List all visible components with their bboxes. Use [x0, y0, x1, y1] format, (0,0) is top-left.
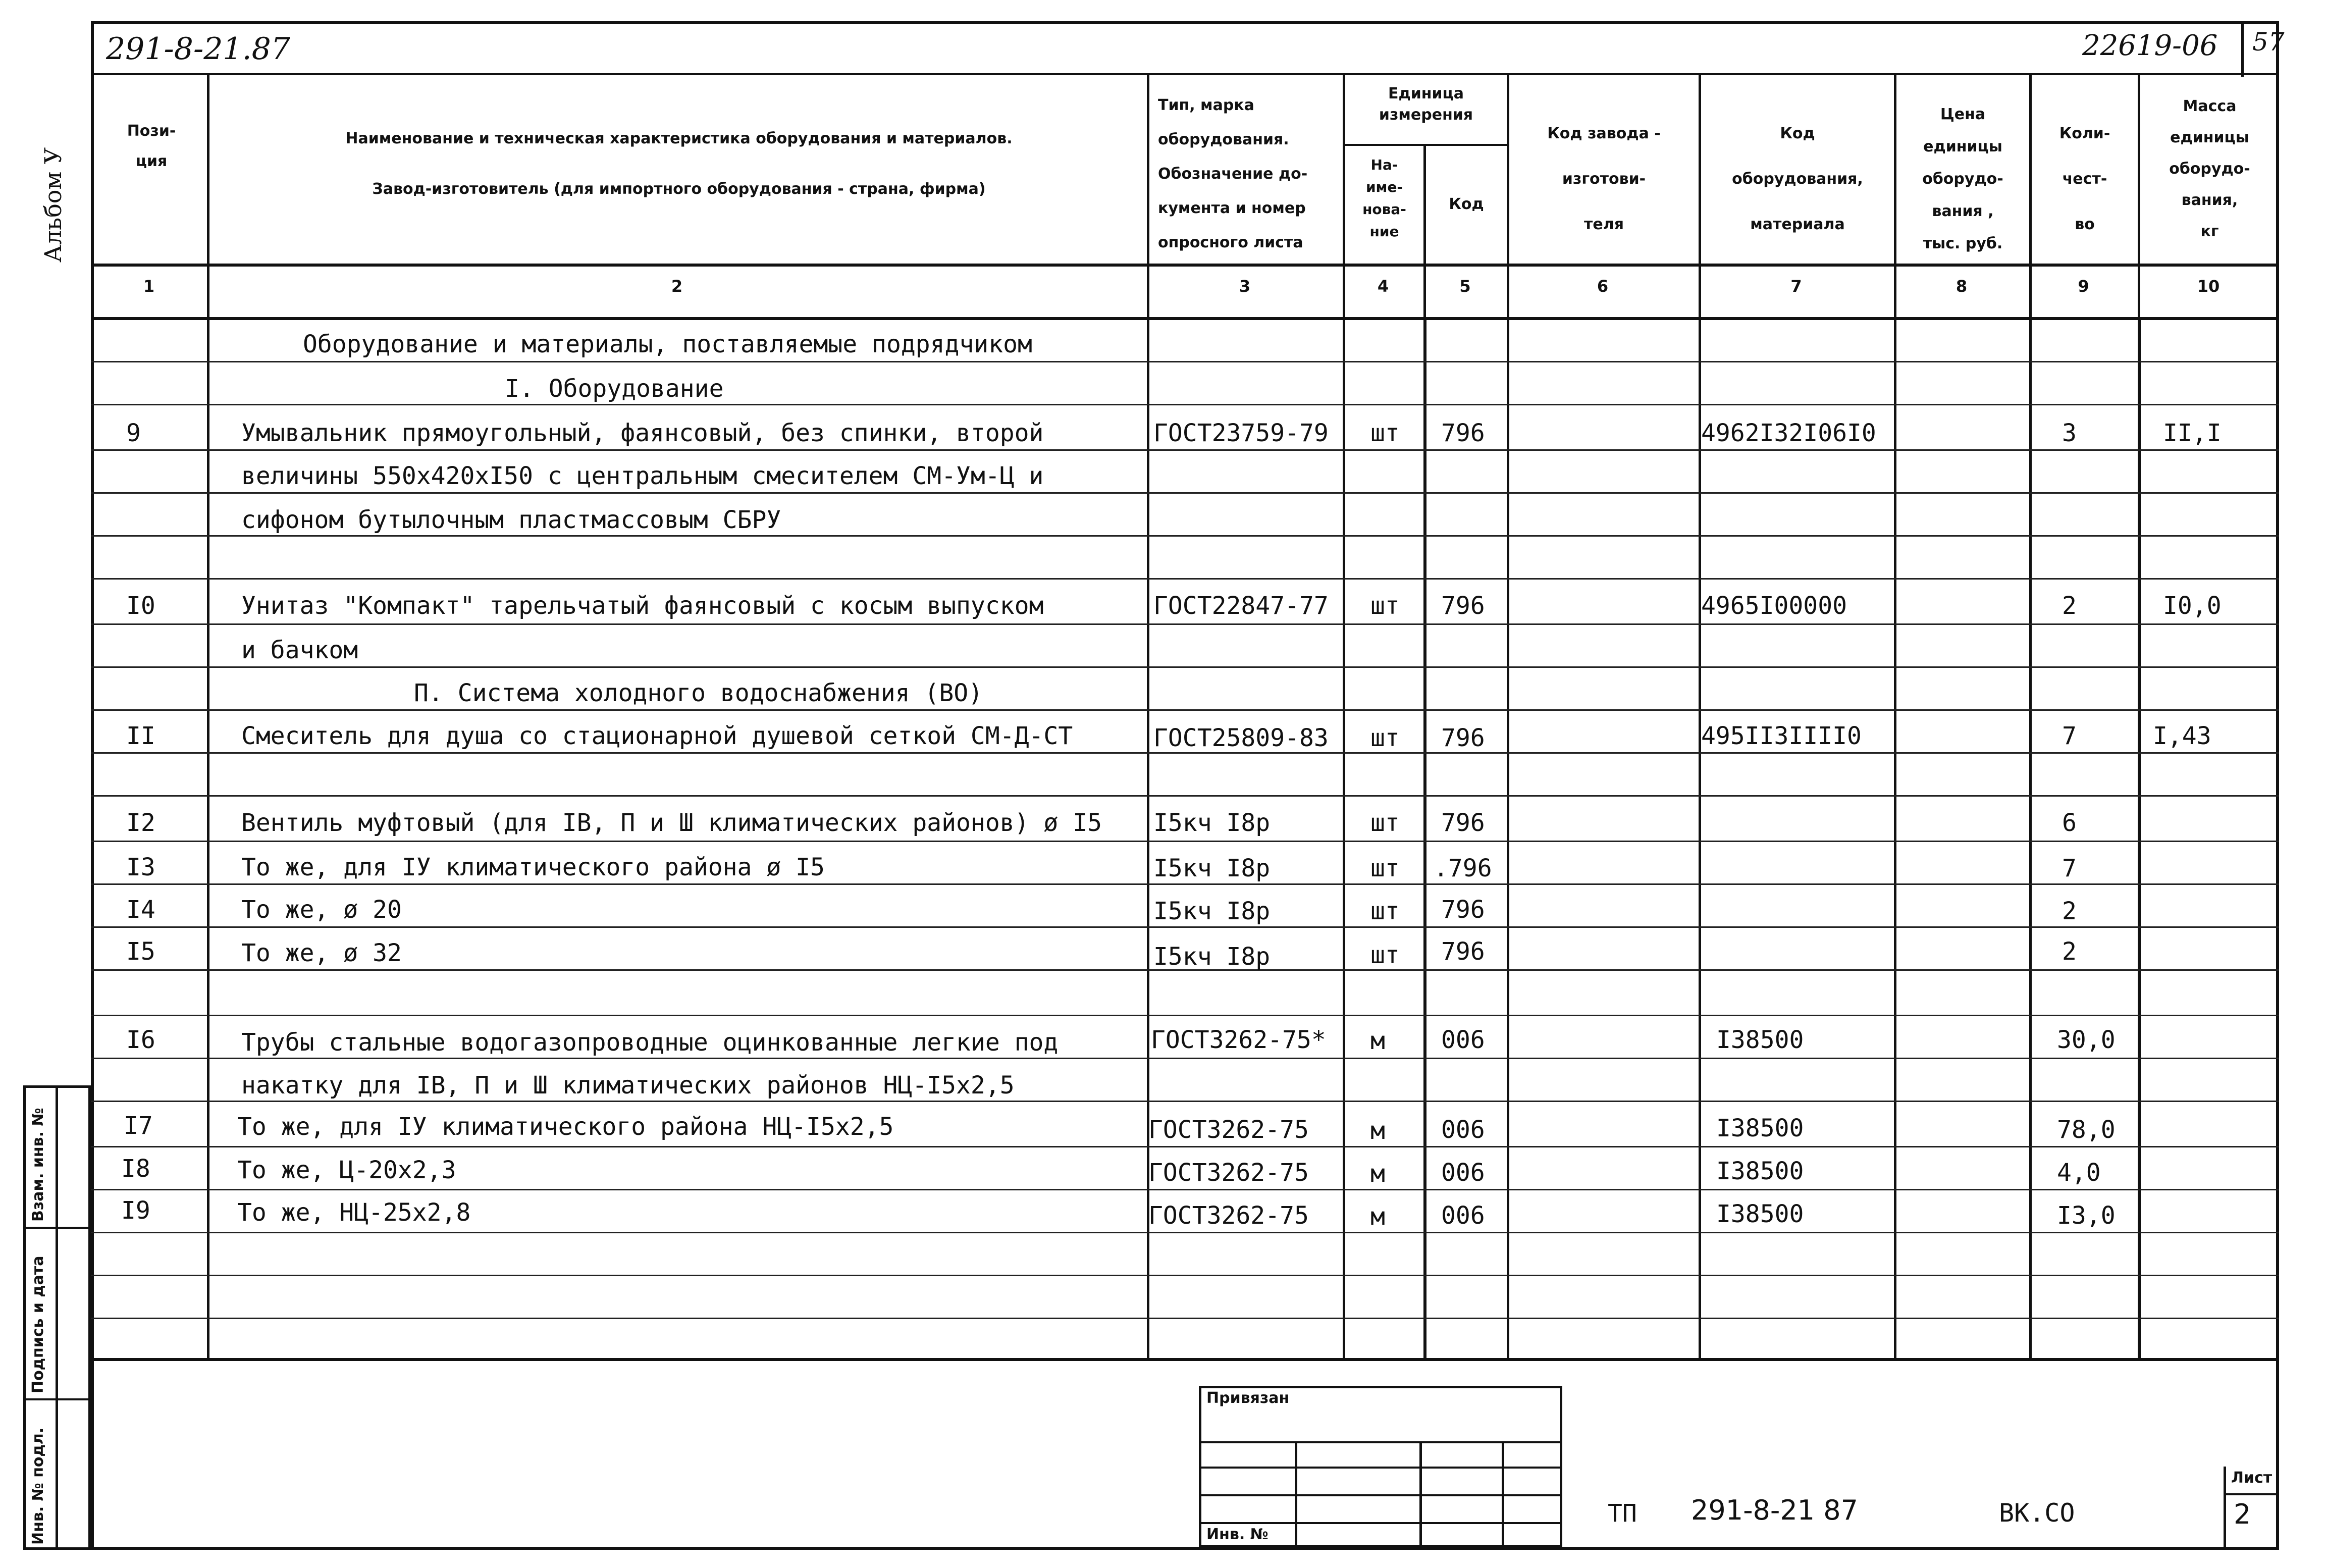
row-name: величины 550х420хI50 с центральным смесителем СМ-Ум-Ц и: [241, 462, 1044, 490]
row-unit: м: [1370, 1160, 1385, 1188]
col-number: 8: [1956, 277, 1968, 296]
row-unit-code: 006: [1441, 1026, 1485, 1054]
row-name: То же, для IУ климатического района ø I5: [241, 853, 825, 881]
header-col5: Код: [1449, 195, 1484, 213]
row-mass: II,I: [2163, 419, 2222, 447]
stamp-col: [1295, 1441, 1297, 1547]
row-type: ГОСТ3262-75: [1148, 1116, 1309, 1144]
row-unit-code: 006: [1441, 1201, 1485, 1230]
row-unit-code: 006: [1441, 1159, 1485, 1187]
row-pos: 9: [126, 419, 141, 447]
row-qty: 2: [2062, 937, 2077, 966]
row-qty: 7: [2062, 722, 2077, 750]
row-type: I5кч I8р: [1153, 809, 1271, 837]
side-inv-replace-label: Взам. инв. №: [29, 1108, 47, 1222]
row-code: I38500: [1716, 1157, 1804, 1185]
row-pos: I5: [126, 937, 155, 966]
row-unit: шт: [1370, 941, 1400, 969]
row-qty: 7: [2062, 854, 2077, 882]
stamp-col: [1502, 1441, 1504, 1547]
row-pos: I4: [126, 896, 155, 924]
row-unit: шт: [1370, 854, 1400, 882]
row-unit: шт: [1370, 809, 1400, 837]
row-qty: 4,0: [2057, 1159, 2101, 1187]
album-label: Альбом У: [39, 147, 67, 263]
row-name: Трубы стальные водогазопроводные оцинкованные легкие под: [241, 1028, 1059, 1057]
row-qty: 2: [2062, 897, 2077, 925]
row-unit: м: [1370, 1203, 1385, 1231]
tp-label: ТП: [1608, 1499, 1637, 1528]
col-number: 7: [1790, 277, 1802, 296]
row-code: I38500: [1716, 1114, 1804, 1142]
row-name: и бачком: [241, 636, 358, 664]
stamp-col: [1419, 1441, 1422, 1547]
doc-code-top-right: 22619-06: [2082, 29, 2218, 62]
row-name: То же, НЦ-25х2,8: [237, 1198, 471, 1227]
col-number: 5: [1459, 277, 1471, 296]
row-qty: 2: [2062, 592, 2077, 620]
table-bottom: [91, 1358, 2279, 1361]
unit-group-line: [1343, 144, 1507, 146]
row-qty: 78,0: [2057, 1116, 2116, 1144]
row-pos: II: [126, 722, 155, 750]
section-title: Оборудование и материалы, поставляемые подрядчиком: [303, 330, 1032, 358]
side-stamp-row: [23, 1398, 91, 1400]
header-col6: Код завода - изготови- теля: [1547, 125, 1661, 233]
header-top: [91, 73, 2279, 75]
col-number: 4: [1377, 277, 1389, 296]
sheet-number: 2: [2234, 1498, 2251, 1530]
row-unit-code: 796: [1441, 937, 1485, 966]
sheet-label: Лист: [2231, 1469, 2273, 1487]
col-number: 3: [1239, 277, 1251, 296]
section-title: I. Оборудование: [505, 375, 724, 403]
side-stamp-divider: [56, 1085, 58, 1550]
side-inv-orig-label: Инв. № подл.: [29, 1427, 47, 1545]
row-type: ГОСТ3262-75: [1148, 1201, 1309, 1230]
header-col4: На- име- нова- ние: [1362, 156, 1406, 240]
row-type: ГОСТ25809-83: [1153, 724, 1329, 752]
row-name: Умывальник прямоугольный, фаянсовый, без спинки, второй: [241, 419, 1044, 447]
header-col7: Код оборудования, материала: [1732, 125, 1863, 233]
row-mass: I,43: [2153, 722, 2211, 750]
row-qty: I3,0: [2057, 1201, 2116, 1230]
row-name: Смеситель для душа со стационарной душевой сеткой СМ-Д-СТ: [241, 722, 1073, 750]
row-type: ГОСТ23759-79: [1153, 419, 1329, 447]
row-pos: I8: [121, 1155, 150, 1183]
row-name: накатку для IВ, П и Ш климатических районов НЦ-I5х2,5: [241, 1071, 1015, 1100]
thick-line: [2138, 317, 2141, 1358]
row-unit-code: 796: [1441, 592, 1485, 620]
row-name: Вентиль муфтовый (для IВ, П и Ш климатических районов) ø I5: [241, 809, 1102, 837]
row-pos: I3: [126, 853, 155, 881]
row-pos: I7: [124, 1112, 153, 1140]
row-code: I38500: [1716, 1200, 1804, 1228]
col-number: 9: [2078, 277, 2089, 296]
row-unit: м: [1370, 1027, 1385, 1055]
row-type: I5кч I8р: [1153, 897, 1271, 925]
stamp-line: [1199, 1522, 1562, 1524]
row-unit: шт: [1370, 897, 1400, 925]
doc-code-top-left: 291-8-21.87: [106, 31, 291, 67]
row-type: ГОСТ22847-77: [1153, 592, 1329, 620]
row-unit-code: 006: [1441, 1116, 1485, 1144]
row-type: ГОСТ3262-75: [1148, 1159, 1309, 1187]
row-qty: 30,0: [2057, 1026, 2116, 1054]
row-name: Унитаз "Компакт" тарельчатый фаянсовый с косым выпуском: [241, 592, 1044, 620]
row-unit: м: [1370, 1117, 1385, 1145]
col-number: 1: [143, 277, 155, 296]
row-code: I38500: [1716, 1026, 1804, 1054]
row-type: ГОСТ3262-75*: [1151, 1026, 1326, 1054]
row-code: 495II3IIII0: [1701, 722, 1862, 750]
header-col9: Коли- чест- во: [2059, 125, 2110, 233]
row-name: сифоном бутылочным пластмассовым СБРУ: [241, 506, 781, 534]
header-col1: Пози- ция: [127, 122, 176, 170]
row-name: То же, Ц-20х2,3: [237, 1156, 456, 1184]
stamp-line: [1199, 1494, 1562, 1496]
row-code: 4962I32I06I0: [1701, 419, 1876, 447]
numbers-bottom: [91, 317, 2279, 320]
row-code: 4965I00000: [1701, 592, 1847, 620]
stamp-line: [1199, 1467, 1562, 1469]
sheet-line: [2224, 1493, 2279, 1495]
doc-number: 291-8-21 87: [1691, 1494, 1858, 1526]
col-number: 6: [1597, 277, 1609, 296]
row-mass: I0,0: [2163, 592, 2222, 620]
row-unit-code: 796: [1441, 724, 1485, 752]
header-bottom: [91, 264, 2279, 267]
col-number: 2: [671, 277, 683, 296]
row-pos: I9: [121, 1196, 150, 1225]
side-stamp-row: [23, 1227, 91, 1229]
header-col10: Масса единицы оборудо- вания, кг: [2169, 97, 2250, 240]
row-unit: шт: [1370, 419, 1400, 447]
row-name: То же, ø 32: [241, 939, 402, 967]
row-type: I5кч I8р: [1153, 943, 1271, 971]
row-unit-code: 796: [1441, 809, 1485, 837]
row-pos: I0: [126, 592, 155, 620]
header-col8: Цена единицы оборудо- вания , тыс. руб.: [1922, 106, 2003, 252]
col-number: 10: [2197, 277, 2220, 296]
doc-mark: ВК.СО: [1999, 1498, 2075, 1528]
row-unit-code: 796: [1441, 896, 1485, 924]
side-sign-date-label: Подпись и дата: [29, 1256, 47, 1393]
header-unit-group: Единица измерения: [1379, 85, 1473, 124]
page-number: 57: [2252, 27, 2285, 57]
stamp-line: [1199, 1441, 1562, 1443]
row-pos: I6: [126, 1026, 155, 1054]
row-pos: I2: [126, 809, 155, 837]
row-qty: 3: [2062, 419, 2077, 447]
row-name: То же, для IУ климатического района НЦ-I5х2,5: [237, 1113, 894, 1141]
row-unit-code: 796: [1441, 419, 1485, 447]
header-col3: Тип, марка оборудования. Обозначение до- кумента и номер опросного листа: [1158, 96, 1308, 251]
inv-label: Инв. №: [1206, 1526, 1269, 1543]
header-col2: Наименование и техническая характеристика оборудования и материалов. Завод-изготовитель (для импортного оборудования - страна, фирма): [345, 130, 1013, 198]
thick-line: [1423, 317, 1426, 1358]
row-qty: 6: [2062, 809, 2077, 837]
section-title: П. Система холодного водоснабжения (ВО): [414, 679, 983, 707]
bound-label: Привязан: [1206, 1389, 1290, 1407]
row-unit: шт: [1370, 724, 1400, 752]
row-unit-code: .796: [1434, 854, 1492, 882]
row-name: То же, ø 20: [241, 896, 402, 924]
row-unit: шт: [1370, 592, 1400, 620]
row-type: I5кч I8р: [1153, 854, 1271, 882]
